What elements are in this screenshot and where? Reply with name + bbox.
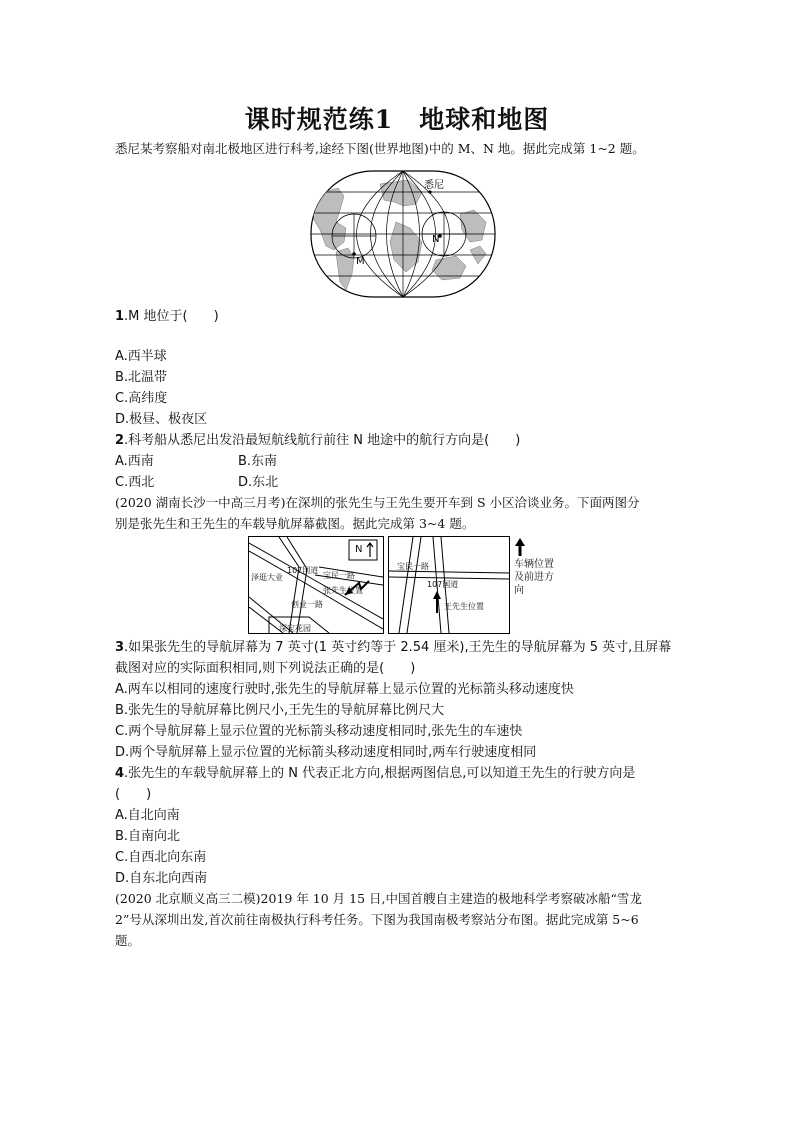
intro-paragraph-1: 悉尼某考察船对南北极地区进行科考,途经下图(世界地图)中的 M、N 地。据此完成第 1~2 题。 (115, 141, 645, 156)
q3-option-a[interactable]: A.两车以相同的速度行驶时,张先生的导航屏幕上显示位置的光标箭头移动速度快 (115, 682, 574, 697)
q2-option-b[interactable]: B.东南 (238, 454, 278, 469)
map-label-n: N (432, 234, 440, 245)
q3-option-b[interactable]: B.张先生的导航屏幕比例尺小,王先生的导航屏幕比例尺大 (115, 703, 445, 718)
map-label-sydney: 悉尼 (424, 180, 444, 191)
intro-paragraph-2-line-1: (2020 湖南长沙一中高三月考)在深圳的张先生与王先生要开车到 S 小区洽谈业务。下面两图分 (115, 495, 640, 510)
question-3-line-2: 截图对应的实际面积相同,则下列说法正确的是( ) (115, 661, 416, 676)
q4-option-c[interactable]: C.自西北向东南 (115, 850, 207, 865)
q3-option-c[interactable]: C.两个导航屏幕上显示位置的光标箭头移动速度相同时,张先生的车速快 (115, 724, 523, 739)
intro-paragraph-3-line-2: 2”号从深圳出发,首次前往南极执行科考任务。下图为我国南极考察站分布图。据此完成第 5~6 (115, 912, 639, 927)
intro-paragraph-3-line-1: (2020 北京顺义高三二模)2019 年 10 月 15 日,中国首艘自主建造的极地科学考察破冰船“雪龙 (115, 891, 642, 906)
nav1-label-xiangyu: 深宝花园 (279, 624, 311, 633)
q1-option-d[interactable]: D.极昼、极夜区 (115, 412, 208, 427)
intro-paragraph-3-line-3: 题。 (115, 933, 141, 948)
nav2-label-107: 107国道 (427, 580, 459, 589)
nav1-label-chuangye: 创业一路 (291, 600, 323, 609)
q1-option-a[interactable]: A.西半球 (115, 349, 167, 364)
intro-paragraph-2-line-2: 别是张先生和王先生的车载导航屏幕截图。据此完成第 3~4 题。 (115, 516, 475, 531)
q2-option-d[interactable]: D.东北 (238, 475, 279, 490)
nav1-label-baomin: 宝民一路 (323, 571, 355, 580)
nav1-label-zhang-position: 张先生位置 (323, 586, 363, 595)
nav2-label-baomin: 宝民一路 (397, 562, 429, 571)
nav1-label-107: 107国道 (287, 566, 319, 575)
question-1: 1.M 地位于( ) (115, 309, 219, 324)
navigation-screen-wang (388, 536, 510, 634)
q2-option-c[interactable]: C.西北 (115, 475, 155, 490)
question-2: 2.科考船从悉尼出发沿最短航线航行前往 N 地途中的航行方向是( ) (115, 433, 521, 448)
q1-option-c[interactable]: C.高纬度 (115, 391, 168, 406)
nav1-north-label: N (355, 544, 363, 555)
q3-option-d[interactable]: D.两个导航屏幕上显示位置的光标箭头移动速度相同时,两车行驶速度相同 (115, 745, 537, 760)
q2-option-a[interactable]: A.西南 (115, 454, 154, 469)
question-3-line-1: 3.如果张先生的导航屏幕为 7 英寸(1 英寸约等于 2.54 厘米),王先生的导航屏幕为 5 英寸,且屏幕 (115, 640, 672, 655)
q4-option-d[interactable]: D.自东北向西南 (115, 871, 208, 886)
question-4-line-2: ( ) (115, 787, 152, 802)
page-title: 课时规范练1 地球和地图 (244, 105, 550, 134)
q4-option-a[interactable]: A.自北向南 (115, 808, 180, 823)
nav2-label-wang-position: 王先生位置 (444, 602, 484, 611)
navigation-screen-zhang (248, 536, 384, 634)
map-label-m: M (356, 256, 365, 267)
question-4-line-1: 4.张先生的车载导航屏幕上的 N 代表正北方向,根据两图信息,可以知道王先生的行驶方向是 (115, 766, 636, 781)
vehicle-direction-label: 车辆位置及前进方向 (514, 559, 554, 596)
nav1-label-zeyuan: 泽逛大业 (251, 573, 283, 582)
q1-option-b[interactable]: B.北温带 (115, 370, 168, 385)
vehicle-direction-arrow-icon (514, 538, 526, 556)
q4-option-b[interactable]: B.自南向北 (115, 829, 181, 844)
world-map (310, 170, 496, 298)
